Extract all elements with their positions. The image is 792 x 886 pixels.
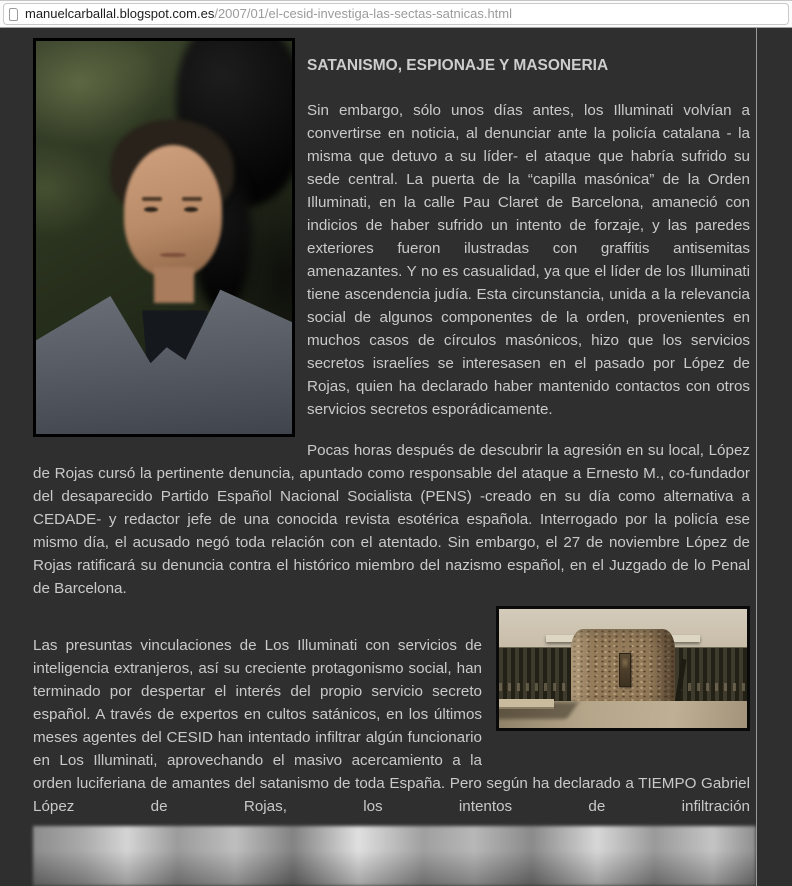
gate-plaque (619, 653, 631, 687)
portrait-brow-left (142, 197, 162, 201)
cutoff-next-photo[interactable] (33, 826, 756, 886)
portrait-eye-left (144, 207, 158, 212)
browser-address-bar (0, 0, 792, 28)
portrait-photo[interactable] (33, 38, 295, 437)
paragraph-3: Las presuntas vinculaciones de Los Illuminati con servicios de inteligencia extranjeros, así su creciente protagonismo social, han terminado por despertar el interés del propio servicio secreto español. A través de expertos en cultos satánicos, en los últimos meses agentes del CESID han intentado infiltrar algún funcionario en Los Illuminati, aprovechando el masivo acercamiento a la orden luciferiana de amantes del satanismo de toda España. Pero según ha declarado a TIEMPO Gabriel López de Rojas, los intentos de infiltración (33, 637, 750, 815)
portrait-eye-right (184, 207, 198, 212)
portrait-face (124, 145, 222, 277)
url-domain-text: manuelcarballal.blogspot.com.es (25, 6, 215, 21)
paragraph-2: Pocas horas después de descubrir la agresión en su local, López de Rojas cursó la pertinente denuncia, apuntado como responsable del ataque a Ernesto M., co-fundador del desaparecido Partido Español Nacional Socialista (PENS) -creado en su día como alternativa a CEDADE- y redactor jefe de una conocida revista esotérica española. Interrogado por la policía ese mismo día, el acusado negó toda relación con el atentado. Sin embargo, el 27 de noviembre López de Rojas ratificará su denuncia contra el histórico miembro del nazismo español, en el Juzgado de lo Penal de Barcelona. (33, 442, 750, 597)
gate-emblem (622, 658, 627, 671)
portrait-mouth (160, 253, 186, 257)
url-path-text: /2007/01/el-cesid-investiga-las-sectas-satnicas.html (214, 6, 513, 21)
gate-curb (499, 699, 554, 706)
stone-gate-photo[interactable] (496, 606, 750, 731)
page-icon (9, 8, 18, 21)
blog-post-content (0, 28, 757, 886)
gate-stone-cylinder (571, 629, 675, 710)
portrait-neck (154, 267, 194, 303)
paragraph-1: Sin embargo, sólo unos días antes, los Illuminati volvían a convertirse en noticia, al denunciar ante la policía catalana - la misma que detuvo a su líder- el ataque que habría sufrido su sede central. La puerta de la “capilla masónica” de la Orden Illuminati, en la calle Pau Claret de Barcelona, amaneció con indicios de haber sufrido un intento de forzaje, y las paredes exteriores fueron ilustradas con graffitis antisemitas amenazantes. Y no es casualidad, ya que el líder de los Illuminati tiene ascendencia judía. Esta circunstancia, unida a la relevancia social de algunos componentes de la orden, provenientes en muchos casos de círculos masónicos, hizo que los servicios secretos israelíes se interesasen en el pasado por López de Rojas, quien ha declarado haber mantenido contactos con otros servicios secretos esporádicamente. (307, 102, 750, 418)
url-input[interactable] (3, 3, 789, 25)
portrait-brow-right (182, 197, 202, 201)
article-title: SATANISMO, ESPIONAJE Y MASONERIA (307, 57, 609, 74)
